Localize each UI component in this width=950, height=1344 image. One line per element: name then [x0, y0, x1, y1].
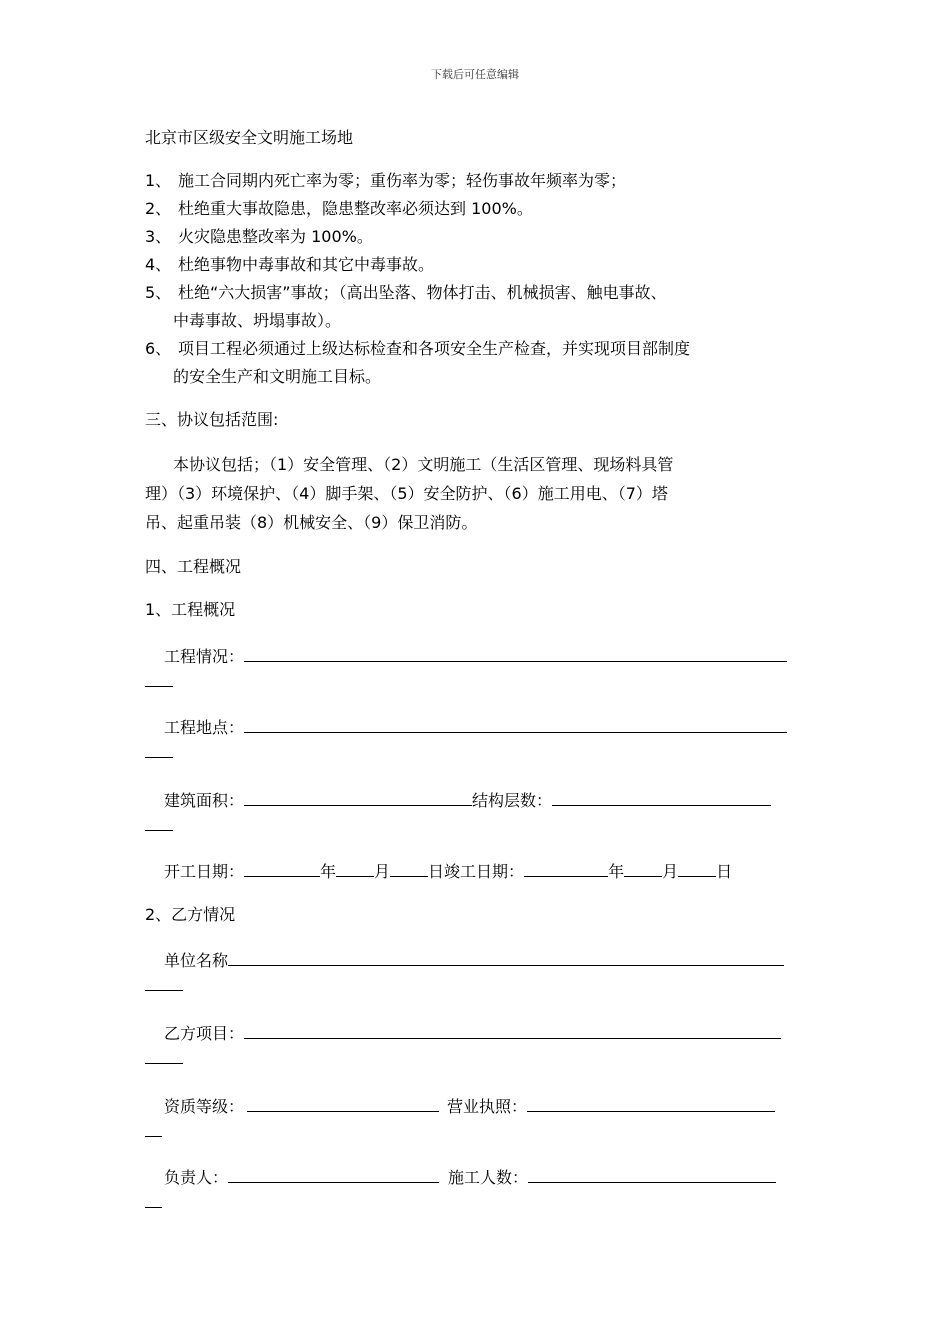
fill-blank[interactable]: [244, 716, 787, 733]
fill-blank[interactable]: [528, 1166, 776, 1183]
fill-blank[interactable]: [228, 949, 784, 966]
field-party-b-project: [164, 1022, 781, 1044]
item-text: 火灾隐患整改率为 100%。: [178, 227, 373, 246]
paragraph-line: 吊、起重吊装（8）机械安全、（9）保卫消防。: [145, 513, 478, 532]
fill-blank[interactable]: [145, 1120, 162, 1137]
item-text: 项目工程必须通过上级达标检查和各项安全生产检查，并实现项目部制度: [178, 339, 691, 358]
field-label: 工程地点：: [164, 718, 245, 737]
item-text: 杜绝“六大损害”事故；（高出坠落、物体打击、机械损害、触电事故、: [178, 283, 667, 302]
fill-blank[interactable]: [244, 1022, 781, 1039]
item-number: 6、: [145, 339, 172, 358]
field-label: 营业执照：: [447, 1097, 528, 1116]
fill-blank[interactable]: [145, 741, 173, 758]
item-continuation: 中毒事故、坍塌事故）。: [173, 311, 342, 330]
item-number: 3、: [145, 227, 172, 246]
list-item: [145, 283, 667, 303]
month-label: 月: [662, 862, 679, 881]
field-label: 乙方项目：: [164, 1024, 245, 1043]
item-number: 1、: [145, 171, 172, 190]
fill-blank[interactable]: [244, 789, 472, 806]
field-continuation: [145, 670, 173, 692]
field-continuation: [145, 1047, 183, 1069]
section-heading: 三、协议包括范围:: [145, 410, 279, 429]
field-continuation: [145, 1120, 162, 1142]
field-project-situation: [164, 645, 787, 667]
list-item: [145, 171, 626, 191]
fill-blank[interactable]: [145, 814, 173, 831]
item-continuation: 的安全生产和文明施工目标。: [173, 367, 382, 386]
month-label: 月: [374, 862, 391, 881]
list-item: [145, 199, 533, 219]
field-dates: [164, 860, 732, 882]
fill-blank[interactable]: [552, 789, 771, 806]
field-unit-name: [164, 949, 784, 971]
document-title: 北京市区级安全文明施工场地: [145, 128, 354, 147]
field-qualification-license: [164, 1095, 775, 1117]
field-leader-workers: [164, 1166, 776, 1188]
field-project-location: [164, 716, 787, 738]
fill-blank[interactable]: [145, 974, 183, 991]
year-label: 年: [320, 862, 337, 881]
finish-date-label: 日竣工日期：: [428, 862, 525, 881]
fill-blank[interactable]: [527, 1095, 775, 1112]
field-label: 开工日期：: [164, 862, 245, 881]
item-number: 4、: [145, 255, 172, 274]
section-heading: 四、工程概况: [145, 557, 242, 576]
item-text: 杜绝重大事故隐患，隐患整改率必须达到 100%。: [178, 199, 533, 218]
item-number: 5、: [145, 283, 172, 302]
fill-blank[interactable]: [228, 1166, 439, 1183]
field-continuation: [145, 974, 183, 996]
subsection-heading: 2、乙方情况: [145, 905, 236, 924]
field-label: 单位名称: [164, 951, 229, 970]
fill-blank[interactable]: [145, 670, 173, 687]
fill-blank[interactable]: [244, 860, 320, 877]
field-continuation: [145, 814, 173, 836]
paragraph-line: 本协议包括；（1）安全管理、（2）文明施工（生活区管理、现场料具管: [173, 455, 674, 474]
list-item: [145, 227, 373, 247]
fill-blank[interactable]: [390, 860, 428, 877]
subsection-heading: 1、工程概况: [145, 600, 236, 619]
day-label: 日: [716, 862, 733, 881]
list-item: [145, 339, 690, 359]
fill-blank[interactable]: [247, 1095, 439, 1112]
fill-blank[interactable]: [145, 1191, 162, 1208]
list-item: [145, 255, 434, 275]
field-continuation: [145, 1191, 162, 1213]
fill-blank[interactable]: [244, 645, 787, 662]
fill-blank[interactable]: [524, 860, 608, 877]
fill-blank[interactable]: [145, 1047, 183, 1064]
fill-blank[interactable]: [624, 860, 662, 877]
field-label: 施工人数：: [448, 1168, 529, 1187]
field-label: 结构层数：: [472, 791, 553, 810]
field-continuation: [145, 741, 173, 763]
field-area-floors: [164, 789, 771, 811]
field-label: 资质等级：: [164, 1097, 245, 1116]
field-label: 工程情况：: [164, 647, 245, 666]
fill-blank[interactable]: [336, 860, 374, 877]
fill-blank[interactable]: [678, 860, 716, 877]
field-label: 建筑面积：: [164, 791, 245, 810]
item-text: 杜绝事物中毒事故和其它中毒事故。: [178, 255, 435, 274]
page-header: 下载后可任意编辑: [431, 68, 519, 81]
paragraph-line: 理）（3）环境保护、（4）脚手架、（5）安全防护、（6）施工用电、（7）塔: [145, 484, 668, 503]
field-label: 负责人：: [164, 1168, 229, 1187]
item-number: 2、: [145, 199, 172, 218]
year-label: 年: [608, 862, 625, 881]
item-text: 施工合同期内死亡率为零；重伤率为零；轻伤事故年频率为零；: [178, 171, 627, 190]
